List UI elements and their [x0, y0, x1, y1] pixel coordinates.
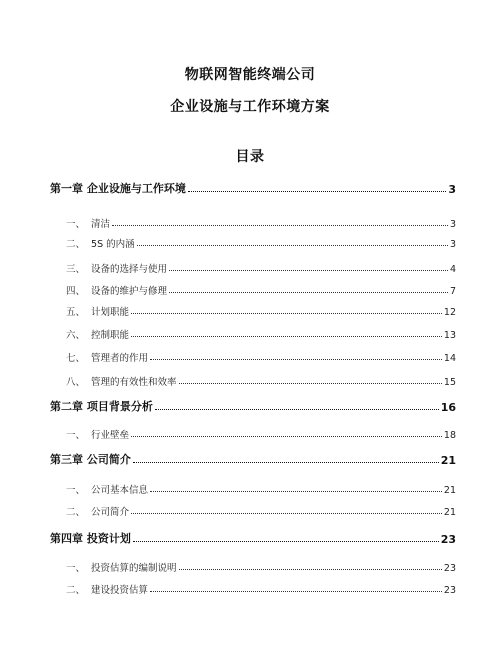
toc-chapter-entry[interactable]: [50, 398, 456, 414]
toc-entry-page: 15: [443, 377, 456, 388]
toc-entry-number: 第一章: [50, 182, 87, 195]
toc-leader-dots: [169, 270, 448, 271]
document-subtitle: 企业设施与工作环境方案: [170, 99, 330, 115]
toc-entry-label: 公司基本信息: [91, 485, 149, 496]
toc-entry-number: 第四章: [50, 532, 87, 545]
toc-entry-number: 六、: [66, 330, 92, 341]
toc-section-entry[interactable]: [66, 234, 456, 250]
toc-section-entry[interactable]: [66, 480, 456, 496]
toc-chapter-entry[interactable]: [50, 451, 456, 467]
toc-section-entry[interactable]: [66, 348, 456, 364]
toc-entry-page: 21: [443, 507, 456, 518]
toc-entry-number: 五、: [66, 307, 92, 318]
toc-chapter-entry[interactable]: [50, 530, 456, 546]
toc-leader-dots: [133, 541, 439, 542]
toc-entry-number: 第三章: [50, 453, 87, 466]
toc-chapter-entry[interactable]: [50, 180, 456, 196]
toc-entry-label: 公司简介: [86, 453, 131, 466]
toc-entry-label: 设备的选择与使用: [91, 264, 168, 275]
toc-entry-page: 23: [443, 563, 456, 574]
toc-section-entry[interactable]: [66, 214, 456, 230]
toc-entry-number: 一、: [66, 219, 92, 230]
toc-entry-page: 23: [443, 585, 456, 596]
toc-leader-dots: [188, 191, 447, 192]
toc-leader-dots: [131, 513, 442, 514]
toc-entry-page: 21: [443, 485, 456, 496]
toc-entry-label: 清洁: [91, 219, 111, 230]
toc-leader-dots: [150, 591, 442, 592]
toc-entry-number: 一、: [66, 563, 92, 574]
toc-entry-label: 控制职能: [91, 330, 130, 341]
toc-entry-page: 14: [443, 353, 456, 364]
toc-entry-page: 18: [443, 430, 456, 441]
toc-leader-dots: [131, 336, 442, 337]
toc-leader-dots: [150, 491, 442, 492]
toc-heading: 目录: [235, 149, 265, 165]
toc-entry-number: 七、: [66, 353, 92, 364]
toc-entry-label: 投资估算的编制说明: [91, 563, 177, 574]
toc-entry-label: 设备的维护与修理: [91, 286, 168, 297]
toc-entry-label: 建设投资估算: [91, 585, 149, 596]
toc-section-entry[interactable]: [66, 558, 456, 574]
toc-section-entry[interactable]: [66, 281, 456, 297]
toc-leader-dots: [112, 225, 448, 226]
toc-entry-page: 3: [448, 183, 456, 196]
toc-section-entry[interactable]: [66, 580, 456, 596]
toc-entry-page: 23: [440, 533, 456, 546]
toc-entry-number: 一、: [66, 485, 92, 496]
toc-section-entry[interactable]: [66, 425, 456, 441]
toc-entry-label: 公司简介: [91, 507, 130, 518]
toc-entry-page: 3: [449, 239, 456, 250]
toc-leader-dots: [169, 292, 448, 293]
toc-entry-number: 二、: [66, 507, 92, 518]
toc-section-entry[interactable]: [66, 302, 456, 318]
toc-entry-page: 7: [449, 286, 456, 297]
company-title: 物联网智能终端公司: [184, 67, 316, 83]
toc-entry-page: 13: [443, 330, 456, 341]
toc-section-entry[interactable]: [66, 259, 456, 275]
toc-leader-dots: [133, 462, 439, 463]
toc-leader-dots: [150, 359, 442, 360]
toc-leader-dots: [131, 436, 442, 437]
toc-entry-label: 管理的有效性和效率: [91, 377, 177, 388]
toc-entry-number: 一、: [66, 430, 92, 441]
toc-leader-dots: [137, 245, 448, 246]
toc-entry-page: 16: [440, 401, 456, 414]
toc-entry-label: 5S 的内涵: [91, 239, 135, 250]
toc-leader-dots: [179, 383, 442, 384]
toc-entry-page: 4: [449, 264, 456, 275]
toc-entry-label: 项目背景分析: [86, 400, 153, 413]
toc-entry-number: 二、: [66, 585, 92, 596]
toc-entry-number: 二、: [66, 239, 92, 250]
toc-entry-number: 三、: [66, 264, 92, 275]
toc-section-entry[interactable]: [66, 372, 456, 388]
toc-entry-label: 行业壁垒: [91, 430, 130, 441]
toc-entry-number: 八、: [66, 377, 92, 388]
toc-section-entry[interactable]: [66, 502, 456, 518]
toc-leader-dots: [179, 569, 442, 570]
toc-entry-label: 计划职能: [91, 307, 130, 318]
toc-leader-dots: [155, 409, 439, 410]
toc-entry-label: 投资计划: [86, 532, 131, 545]
toc-section-entry[interactable]: [66, 325, 456, 341]
toc-entry-label: 企业设施与工作环境: [86, 182, 186, 195]
toc-leader-dots: [131, 313, 442, 314]
toc-entry-number: 第二章: [50, 400, 87, 413]
toc-entry-number: 四、: [66, 286, 92, 297]
toc-entry-page: 21: [440, 454, 456, 467]
toc-entry-label: 管理者的作用: [91, 353, 149, 364]
toc-entry-page: 3: [449, 219, 456, 230]
toc-entry-page: 12: [443, 307, 456, 318]
